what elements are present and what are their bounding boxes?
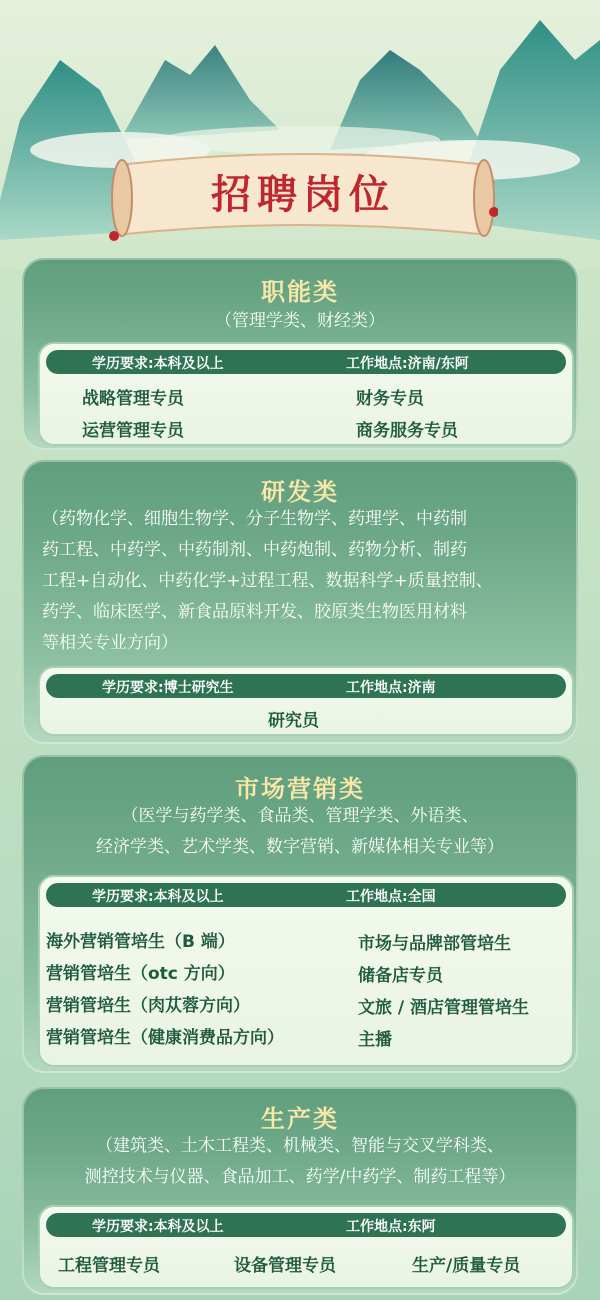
job-item: 财务专员 bbox=[356, 389, 424, 409]
education-requirement: 学历要求:本科及以上 bbox=[92, 356, 224, 372]
job-item: 海外营销管培生（B 端） bbox=[46, 932, 235, 952]
desc-line: 药工程、中药学、中药制剂、中药炮制、药物分析、制药 bbox=[42, 540, 467, 560]
job-item: 运营管理专员 bbox=[82, 421, 184, 441]
job-panel bbox=[38, 342, 574, 446]
section-production bbox=[22, 1087, 578, 1295]
work-location: 工作地点:济南 bbox=[346, 680, 436, 696]
requirement-bar bbox=[46, 674, 566, 698]
desc-line: 药学、临床医学、新食品原料开发、胶原类生物医用材料 bbox=[42, 602, 467, 622]
desc-line: （管理学类、财经类） bbox=[215, 311, 385, 331]
job-item: 营销管培生（健康消费品方向） bbox=[46, 1028, 284, 1048]
job-item: 商务服务专员 bbox=[356, 421, 458, 441]
job-panel bbox=[38, 666, 574, 736]
desc-line: （建筑类、土木工程类、机械类、智能与交叉学科类、 bbox=[96, 1136, 504, 1156]
job-panel bbox=[38, 875, 574, 1067]
job-item: 设备管理专员 bbox=[234, 1256, 336, 1276]
job-item: 主播 bbox=[358, 1030, 392, 1050]
desc-line: 测控技术与仪器、食品加工、药学/中药学、制药工程等） bbox=[84, 1167, 516, 1187]
banner-title: 招聘岗位 bbox=[211, 171, 395, 218]
section-title: 市场营销类 bbox=[235, 775, 365, 803]
job-item: 工程管理专员 bbox=[58, 1256, 160, 1276]
education-requirement: 学历要求:本科及以上 bbox=[92, 1219, 224, 1235]
section-title: 职能类 bbox=[261, 278, 339, 306]
work-location: 工作地点:济南/东阿 bbox=[346, 356, 469, 372]
job-item: 营销管培生（肉苁蓉方向） bbox=[46, 996, 250, 1016]
section-title: 生产类 bbox=[261, 1105, 339, 1133]
job-panel bbox=[38, 1205, 574, 1289]
section-title: 研发类 bbox=[261, 478, 339, 506]
section-description bbox=[38, 306, 562, 337]
education-requirement: 学历要求:博士研究生 bbox=[102, 680, 234, 696]
desc-line: 工程+自动化、中药化学+过程工程、数据科学+质量控制、 bbox=[42, 571, 493, 591]
section-description bbox=[42, 504, 572, 659]
section-marketing bbox=[22, 755, 578, 1073]
requirement-bar bbox=[46, 1213, 566, 1237]
work-location: 工作地点:全国 bbox=[346, 889, 436, 905]
job-item: 文旅 / 酒店管理管培生 bbox=[358, 998, 530, 1018]
section-rd bbox=[22, 460, 578, 744]
education-requirement: 学历要求:本科及以上 bbox=[92, 889, 224, 905]
job-item: 生产/质量专员 bbox=[412, 1256, 521, 1276]
section-functional bbox=[22, 258, 578, 450]
section-description bbox=[38, 1131, 562, 1193]
job-item: 储备店专员 bbox=[358, 966, 443, 986]
requirement-bar bbox=[46, 883, 566, 907]
desc-line: （医学与药学类、食品类、管理学类、外语类、 bbox=[121, 806, 479, 826]
requirement-bar bbox=[46, 350, 566, 374]
desc-line: 等相关专业方向） bbox=[42, 633, 178, 653]
job-item: 研究员 bbox=[268, 711, 319, 731]
work-location: 工作地点:东阿 bbox=[346, 1219, 436, 1235]
desc-line: （药物化学、细胞生物学、分子生物学、药理学、中药制 bbox=[42, 509, 467, 529]
job-item: 营销管培生（otc 方向） bbox=[46, 964, 235, 984]
section-description bbox=[38, 801, 562, 863]
job-item: 战略管理专员 bbox=[82, 389, 184, 409]
desc-line: 经济学类、艺术学类、数字营销、新媒体相关专业等） bbox=[96, 837, 504, 857]
job-item: 市场与品牌部管培生 bbox=[358, 934, 511, 954]
